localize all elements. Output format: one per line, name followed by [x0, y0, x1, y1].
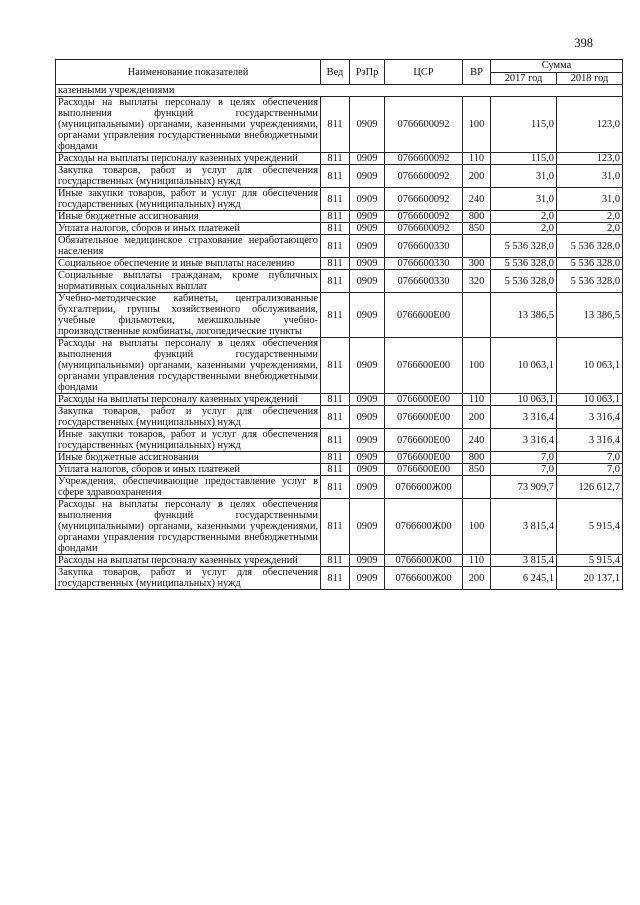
row-rzpr: 0909 [350, 406, 385, 429]
row-amount-2018: 5 536 328,0 [557, 235, 623, 258]
row-rzpr: 0909 [350, 555, 385, 567]
row-vr: 100 [463, 97, 491, 153]
row-ved: 811 [321, 338, 350, 394]
row-ved: 811 [321, 97, 350, 153]
row-ved: 811 [321, 293, 350, 338]
row-ved: 811 [321, 235, 350, 258]
row-amount-2018: 123,0 [557, 153, 623, 165]
row-amount-2018: 20 137,1 [557, 567, 623, 590]
table-row [56, 165, 623, 188]
row-amount-2017: 2,0 [491, 211, 557, 223]
row-name: Уплата налогов, сборов и иных платежей [56, 464, 321, 476]
row-rzpr: 0909 [350, 211, 385, 223]
header-2018: 2018 год [557, 72, 623, 85]
row-rzpr: 0909 [350, 165, 385, 188]
row-name: Расходы на выплаты персоналу в целях обеспечения выполнения функций государственными (муниципальными) органами, казенными учреждениями, органами управления государственными внебюджетными фондами [56, 338, 321, 394]
row-csr: 0766600Е00 [385, 429, 463, 452]
row-ved: 811 [321, 452, 350, 464]
row-amount-2017: 31,0 [491, 188, 557, 211]
budget-table [55, 59, 623, 590]
row-rzpr: 0909 [350, 394, 385, 406]
row-vr: 240 [463, 429, 491, 452]
row-amount-2018: 31,0 [557, 188, 623, 211]
row-ved: 811 [321, 258, 350, 270]
row-name: Учреждения, обеспечивающие предоставление услуг в сфере здравоохранения [56, 476, 321, 499]
row-csr: 0766600Е00 [385, 338, 463, 394]
table-row [56, 555, 623, 567]
row-rzpr: 0909 [350, 429, 385, 452]
row-amount-2017: 3 316,4 [491, 406, 557, 429]
row-rzpr: 0909 [350, 293, 385, 338]
header-ved: Вед [321, 60, 350, 85]
row-csr: 0766600092 [385, 188, 463, 211]
row-rzpr: 0909 [350, 452, 385, 464]
row-amount-2018: 7,0 [557, 452, 623, 464]
table-row [56, 429, 623, 452]
row-csr: 0766600092 [385, 165, 463, 188]
row-vr [463, 476, 491, 499]
row-amount-2017: 6 245,1 [491, 567, 557, 590]
row-vr: 110 [463, 555, 491, 567]
row-ved: 811 [321, 394, 350, 406]
table-row [56, 567, 623, 590]
row-csr: 0766600092 [385, 153, 463, 165]
row-amount-2018: 5 915,4 [557, 555, 623, 567]
row-vr: 300 [463, 258, 491, 270]
table-row [56, 97, 623, 153]
row-amount-2017: 115,0 [491, 97, 557, 153]
row-amount-2017: 2,0 [491, 223, 557, 235]
header-vr: ВР [463, 60, 491, 85]
row-name: Закупка товаров, работ и услуг для обеспечения государственных (муниципальных) нужд [56, 165, 321, 188]
row-amount-2018: 7,0 [557, 464, 623, 476]
row-ved: 811 [321, 223, 350, 235]
table-row [56, 499, 623, 555]
row-csr: 0766600092 [385, 223, 463, 235]
row-vr: 200 [463, 165, 491, 188]
row-amount-2017: 7,0 [491, 464, 557, 476]
header-name: Наименование показателей [56, 60, 321, 85]
row-amount-2018: 13 386,5 [557, 293, 623, 338]
row-name: Расходы на выплаты персоналу казенных учреждений [56, 153, 321, 165]
row-rzpr: 0909 [350, 476, 385, 499]
row-amount-2017: 3 815,4 [491, 499, 557, 555]
row-rzpr: 0909 [350, 97, 385, 153]
row-vr: 200 [463, 567, 491, 590]
table-row [56, 188, 623, 211]
row-csr: 0766600092 [385, 97, 463, 153]
row-vr: 110 [463, 394, 491, 406]
row-rzpr: 0909 [350, 223, 385, 235]
row-ved: 811 [321, 429, 350, 452]
row-ved: 811 [321, 499, 350, 555]
row-vr: 100 [463, 499, 491, 555]
row-rzpr: 0909 [350, 567, 385, 590]
row-amount-2017: 5 536 328,0 [491, 258, 557, 270]
header-rzpr: РзПр [350, 60, 385, 85]
row-rzpr: 0909 [350, 153, 385, 165]
table-row [56, 258, 623, 270]
row-amount-2017: 5 536 328,0 [491, 270, 557, 293]
row-amount-2017: 73 909,7 [491, 476, 557, 499]
row-ved: 811 [321, 567, 350, 590]
row-name: Уплата налогов, сборов и иных платежей [56, 223, 321, 235]
row-ved: 811 [321, 555, 350, 567]
row-name: Обязательное медицинское страхование неработающего населения [56, 235, 321, 258]
table-row [56, 394, 623, 406]
row-rzpr: 0909 [350, 464, 385, 476]
row-name: Иные закупки товаров, работ и услуг для обеспечения государственных (муниципальных) нужд [56, 188, 321, 211]
table-row [56, 223, 623, 235]
row-name: Иные закупки товаров, работ и услуг для обеспечения государственных (муниципальных) нужд [56, 429, 321, 452]
table-row [56, 464, 623, 476]
continuation-row [56, 85, 623, 97]
row-rzpr: 0909 [350, 270, 385, 293]
row-csr: 0766600Ж00 [385, 476, 463, 499]
row-name: Расходы на выплаты персоналу в целях обеспечения выполнения функций государственными (муниципальными) органами, казенными учреждениями, органами управления государственными внебюджетными фондами [56, 97, 321, 153]
row-amount-2018: 2,0 [557, 223, 623, 235]
row-rzpr: 0909 [350, 338, 385, 394]
row-csr: 0766600330 [385, 258, 463, 270]
row-ved: 811 [321, 211, 350, 223]
row-vr: 240 [463, 188, 491, 211]
row-vr [463, 235, 491, 258]
row-amount-2018: 3 316,4 [557, 429, 623, 452]
row-vr [463, 293, 491, 338]
row-amount-2018: 31,0 [557, 165, 623, 188]
header-2017: 2017 год [491, 72, 557, 85]
row-vr: 200 [463, 406, 491, 429]
row-amount-2017: 5 536 328,0 [491, 235, 557, 258]
row-amount-2018: 123,0 [557, 97, 623, 153]
row-csr: 0766600330 [385, 270, 463, 293]
row-name: Учебно-методические кабинеты, централизованные бухгалтерии, группы хозяйственного обслуживания, учебные фильмотеки, межшкольные учебно-производственные комбинаты, логопедические пункты [56, 293, 321, 338]
table-row [56, 406, 623, 429]
row-amount-2018: 126 612,7 [557, 476, 623, 499]
row-name: Социальное обеспечение и иные выплаты населению [56, 258, 321, 270]
row-csr: 0766600Е00 [385, 464, 463, 476]
row-vr: 110 [463, 153, 491, 165]
row-name: Закупка товаров, работ и услуг для обеспечения государственных (муниципальных) нужд [56, 567, 321, 590]
row-amount-2017: 10 063,1 [491, 338, 557, 394]
row-vr: 800 [463, 452, 491, 464]
row-amount-2018: 5 915,4 [557, 499, 623, 555]
row-amount-2018: 10 063,1 [557, 394, 623, 406]
row-name: Закупка товаров, работ и услуг для обеспечения государственных (муниципальных) нужд [56, 406, 321, 429]
row-amount-2018: 5 536 328,0 [557, 258, 623, 270]
row-amount-2017: 31,0 [491, 165, 557, 188]
header-sum: Сумма [491, 60, 623, 73]
row-ved: 811 [321, 464, 350, 476]
row-vr: 320 [463, 270, 491, 293]
row-name: Иные бюджетные ассигнования [56, 452, 321, 464]
row-amount-2018: 2,0 [557, 211, 623, 223]
row-amount-2017: 115,0 [491, 153, 557, 165]
row-rzpr: 0909 [350, 499, 385, 555]
table-row [56, 211, 623, 223]
row-amount-2018: 5 536 328,0 [557, 270, 623, 293]
row-amount-2017: 7,0 [491, 452, 557, 464]
row-csr: 0766600Е00 [385, 293, 463, 338]
row-ved: 811 [321, 153, 350, 165]
row-vr: 800 [463, 211, 491, 223]
table-row [56, 270, 623, 293]
table-body [56, 85, 623, 590]
row-csr: 0766600Е00 [385, 406, 463, 429]
table-row [56, 338, 623, 394]
table-row [56, 153, 623, 165]
row-name: Расходы на выплаты персоналу казенных учреждений [56, 394, 321, 406]
row-amount-2017: 13 386,5 [491, 293, 557, 338]
continuation-text: казенными учреждениями [56, 85, 623, 97]
table-row [56, 452, 623, 464]
row-csr: 0766600Ж00 [385, 555, 463, 567]
row-csr: 0766600Е00 [385, 452, 463, 464]
header-csr: ЦСР [385, 60, 463, 85]
row-amount-2017: 3 316,4 [491, 429, 557, 452]
row-vr: 850 [463, 223, 491, 235]
row-rzpr: 0909 [350, 188, 385, 211]
row-name: Социальные выплаты гражданам, кроме публичных нормативных социальных выплат [56, 270, 321, 293]
page-number: 398 [574, 36, 593, 50]
row-csr: 0766600Е00 [385, 394, 463, 406]
row-ved: 811 [321, 165, 350, 188]
row-csr: 0766600092 [385, 211, 463, 223]
row-vr: 850 [463, 464, 491, 476]
row-csr: 0766600Ж00 [385, 499, 463, 555]
row-csr: 0766600330 [385, 235, 463, 258]
row-name: Иные бюджетные ассигнования [56, 211, 321, 223]
table-row [56, 235, 623, 258]
row-ved: 811 [321, 406, 350, 429]
row-rzpr: 0909 [350, 235, 385, 258]
row-name: Расходы на выплаты персоналу в целях обеспечения выполнения функций государственными (муниципальными) органами, казенными учреждениями, органами управления государственными внебюджетными фондами [56, 499, 321, 555]
table-row [56, 293, 623, 338]
row-name: Расходы на выплаты персоналу казенных учреждений [56, 555, 321, 567]
row-csr: 0766600Ж00 [385, 567, 463, 590]
row-ved: 811 [321, 270, 350, 293]
row-ved: 811 [321, 476, 350, 499]
row-vr: 100 [463, 338, 491, 394]
row-amount-2018: 3 316,4 [557, 406, 623, 429]
row-ved: 811 [321, 188, 350, 211]
row-amount-2017: 10 063,1 [491, 394, 557, 406]
row-amount-2017: 3 815,4 [491, 555, 557, 567]
row-amount-2018: 10 063,1 [557, 338, 623, 394]
table-row [56, 476, 623, 499]
row-rzpr: 0909 [350, 258, 385, 270]
